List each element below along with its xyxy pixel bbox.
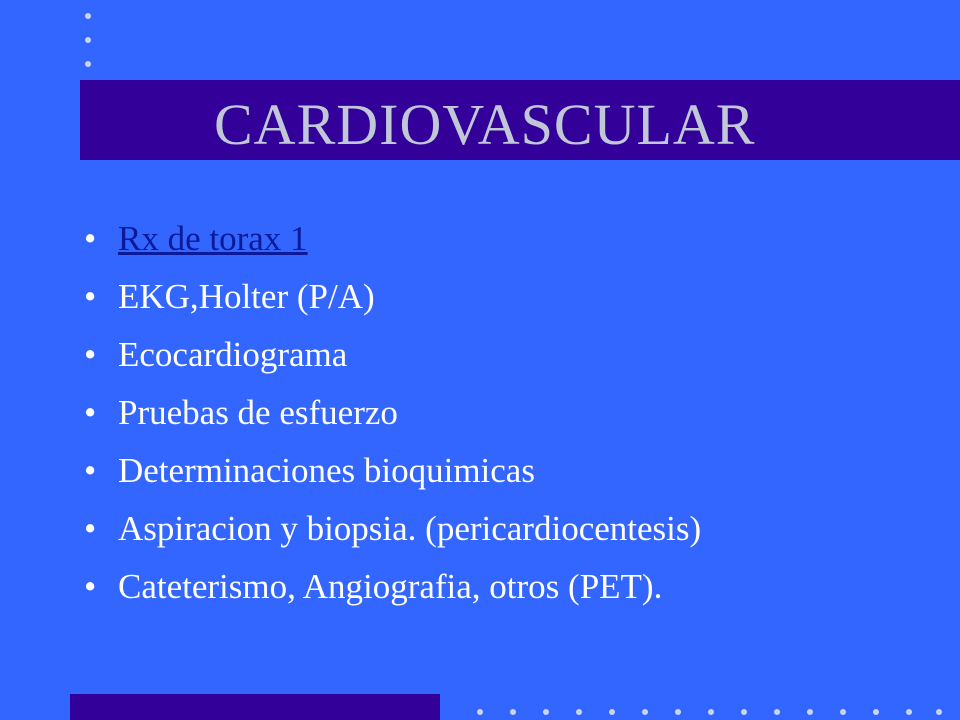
decorative-dot (85, 61, 91, 67)
bullet-icon: • (84, 335, 97, 374)
decorative-dot (609, 709, 615, 715)
bullet-item (80, 500, 701, 558)
bullet-list (80, 210, 701, 616)
bullet-icon: • (84, 567, 97, 606)
bullet-item (80, 384, 701, 442)
decorative-dot (708, 709, 714, 715)
decorative-dot (642, 709, 648, 715)
bullet-text: Cateterismo, Angiografia, otros (PET). (118, 567, 663, 606)
bullet-icon: • (84, 451, 97, 490)
decorative-dot (85, 13, 91, 19)
decorative-dot (675, 709, 681, 715)
decorative-dot (576, 709, 582, 715)
bullet-item (80, 326, 701, 384)
bullet-text: Pruebas de esfuerzo (118, 393, 398, 432)
decorative-dot (510, 709, 516, 715)
decorative-dot (873, 709, 879, 715)
bullet-text: Aspiracion y biopsia. (pericardiocentesis) (118, 509, 702, 548)
bullet-icon: • (84, 219, 97, 258)
bullet-item (80, 442, 701, 500)
bullet-text: Determinaciones bioquimicas (118, 451, 535, 490)
slide-title: CARDIOVASCULAR (214, 92, 756, 157)
bullet-text: Ecocardiograma (118, 335, 348, 374)
decorative-dot (840, 709, 846, 715)
decorative-dot (85, 37, 91, 43)
bullet-item (80, 558, 701, 616)
footer-bar (70, 694, 440, 720)
decorative-dot (741, 709, 747, 715)
bullet-icon: • (84, 509, 97, 548)
decorative-dot (807, 709, 813, 715)
decorative-dot (936, 709, 942, 715)
decorative-dot (906, 709, 912, 715)
bullet-icon: • (84, 393, 97, 432)
bullet-item[interactable] (80, 210, 701, 268)
bullet-text: EKG,Holter (P/A) (118, 277, 375, 316)
bullet-item (80, 268, 701, 326)
decorative-dot (543, 709, 549, 715)
bullet-icon: • (84, 277, 97, 316)
decorative-dot (774, 709, 780, 715)
rx-torax-link[interactable]: Rx de torax 1 (118, 219, 308, 258)
decorative-dot (477, 709, 483, 715)
